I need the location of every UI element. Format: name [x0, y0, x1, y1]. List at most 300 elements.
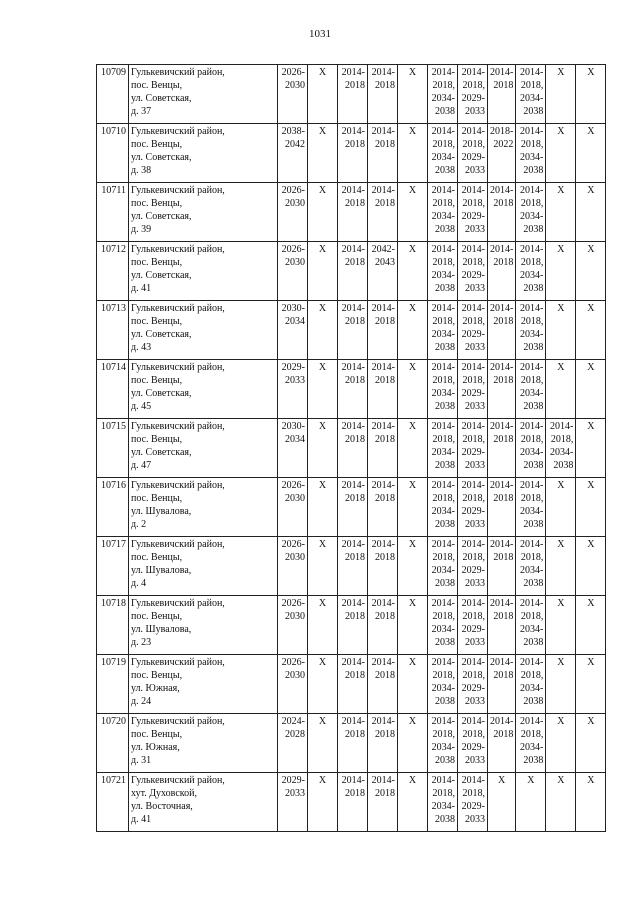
cell-line: 2038 [523, 106, 544, 117]
address-line: ул. Шувалова, [131, 624, 192, 635]
cell-line: 2018, [462, 434, 485, 445]
not-applicable-cell [398, 124, 428, 183]
not-applicable-cell [308, 773, 338, 832]
cell-line: 2038 [435, 637, 455, 648]
cell-line: 2018, [520, 316, 544, 327]
cell-line: X [408, 303, 417, 314]
cell-line: X [557, 362, 565, 373]
table-row [97, 419, 606, 478]
address-cell [129, 537, 278, 596]
period-cell [368, 655, 398, 714]
period-cell [458, 655, 488, 714]
cell-line: 2018 [375, 434, 395, 445]
period-cell [488, 242, 516, 301]
not-applicable-cell [546, 242, 576, 301]
cell-line: 2034- [520, 447, 544, 458]
cell-line: 2029- [461, 329, 485, 340]
cell-line: 2018 [345, 434, 365, 445]
address-cell [129, 714, 278, 773]
cell-line: 2014- [461, 67, 485, 78]
cell-line: 2034- [431, 683, 455, 694]
period-cell [278, 360, 308, 419]
cell-line: 2018 [375, 788, 395, 799]
cell-line: 2033 [465, 696, 485, 707]
cell-line: 2018, [520, 611, 544, 622]
period-cell [516, 65, 546, 124]
cell-line: 2042 [285, 139, 305, 150]
cell-line: X [587, 303, 595, 314]
cell-line: 2018 [493, 434, 514, 445]
period-cell [488, 596, 516, 655]
cell-line: 2026- [281, 657, 305, 668]
cell-line: 2034- [520, 211, 544, 222]
address-line: Гулькевичский район, [131, 539, 225, 550]
cell-line: 2018, [520, 552, 544, 563]
address-line: ул. Советская, [131, 270, 192, 281]
cell-line: 2018, [432, 80, 455, 91]
cell-line: 2014- [520, 303, 544, 314]
cell-line: X [318, 185, 327, 196]
period-cell [278, 301, 308, 360]
cell-line: X [587, 126, 595, 137]
table-row [97, 65, 606, 124]
cell-line: 2018, [520, 198, 544, 209]
cell-line: X [557, 716, 565, 727]
cell-line: 2029- [461, 742, 485, 753]
cell-line: 2029- [461, 683, 485, 694]
cell-line: 2018, [462, 552, 485, 563]
cell-line: X [408, 185, 417, 196]
cell-line: 2018, [432, 493, 455, 504]
period-cell [516, 596, 546, 655]
cell-line: 2033 [465, 224, 485, 235]
address-line: пос. Венцы, [131, 198, 183, 209]
address-line: Гулькевичский район, [131, 244, 225, 255]
address-line: Гулькевичский район, [131, 775, 225, 786]
cell-line: 2018 [345, 375, 365, 386]
cell-line: 2014- [520, 244, 544, 255]
period-cell [278, 124, 308, 183]
cell-line: 2026- [281, 539, 305, 550]
not-applicable-cell [308, 596, 338, 655]
cell-line: 2014- [341, 480, 365, 491]
cell-line: 2014- [371, 185, 395, 196]
address-line: ул. Южная, [131, 683, 180, 694]
period-cell [428, 183, 458, 242]
cell-line: X [318, 539, 327, 550]
table-row [97, 773, 606, 832]
address-line: Гулькевичский район, [131, 126, 225, 137]
cell-line: 2014- [520, 185, 544, 196]
address-line: Гулькевичский район, [131, 362, 225, 373]
cell-line: 2029- [461, 801, 485, 812]
record-number: 10714 [97, 360, 129, 419]
period-cell [278, 419, 308, 478]
period-cell [368, 773, 398, 832]
not-applicable-cell [546, 124, 576, 183]
cell-line: 2033 [465, 637, 485, 648]
not-applicable-cell [488, 773, 516, 832]
cell-line: X [408, 657, 417, 668]
cell-line: 2038 [523, 283, 544, 294]
cell-line: 2030 [285, 493, 305, 504]
cell-line: 2014- [490, 539, 514, 550]
not-applicable-cell [546, 183, 576, 242]
cell-line: X [587, 421, 595, 432]
not-applicable-cell [576, 65, 606, 124]
cell-line: 2014- [341, 244, 365, 255]
address-line: пос. Венцы, [131, 139, 183, 150]
cell-line: 2038 [523, 578, 544, 589]
cell-line: 2018 [493, 670, 514, 681]
cell-line: 2026- [281, 185, 305, 196]
record-number: 10710 [97, 124, 129, 183]
cell-line: X [587, 716, 595, 727]
cell-line: 2033 [465, 106, 485, 117]
cell-line: 2034- [431, 329, 455, 340]
cell-line: 2038 [435, 342, 455, 353]
cell-line: 2034- [431, 93, 455, 104]
cell-line: 2014- [431, 480, 455, 491]
cell-line: X [318, 362, 327, 373]
period-cell [428, 360, 458, 419]
address-line: д. 41 [131, 814, 152, 825]
address-line: Гулькевичский район, [131, 716, 225, 727]
cell-line: 2018, [432, 139, 455, 150]
cell-line: 2014- [341, 185, 365, 196]
period-cell [368, 65, 398, 124]
address-line: Гулькевичский район, [131, 421, 225, 432]
table-row [97, 124, 606, 183]
cell-line: 2029- [461, 93, 485, 104]
cell-line: 2038 [523, 401, 544, 412]
cell-line: X [408, 244, 417, 255]
cell-line: 2018, [432, 434, 455, 445]
address-line: пос. Венцы, [131, 257, 183, 268]
cell-line: 2029- [281, 362, 305, 373]
address-line: д. 45 [131, 401, 152, 412]
period-cell [488, 301, 516, 360]
cell-line: X [527, 775, 535, 786]
cell-line: 2018 [375, 552, 395, 563]
cell-line: 2042- [371, 244, 395, 255]
period-cell [428, 537, 458, 596]
not-applicable-cell [546, 478, 576, 537]
cell-line: 2014- [431, 185, 455, 196]
cell-line: 2018 [345, 139, 365, 150]
not-applicable-cell [546, 65, 576, 124]
address-line: д. 4 [131, 578, 147, 589]
period-cell [278, 478, 308, 537]
cell-line: 2018, [432, 788, 455, 799]
cell-line: 2018 [375, 611, 395, 622]
not-applicable-cell [398, 537, 428, 596]
cell-line: 2018 [493, 198, 514, 209]
table-row [97, 360, 606, 419]
cell-line: 2014- [341, 362, 365, 373]
cell-line: X [318, 303, 327, 314]
cell-line: 2034- [431, 742, 455, 753]
address-cell [129, 773, 278, 832]
period-cell [516, 714, 546, 773]
period-cell [278, 242, 308, 301]
cell-line: 2028 [285, 729, 305, 740]
table-row [97, 183, 606, 242]
period-cell [428, 301, 458, 360]
table-row [97, 242, 606, 301]
cell-line: 2029- [461, 447, 485, 458]
cell-line: 2018, [432, 198, 455, 209]
cell-line: 2030 [285, 257, 305, 268]
cell-line: 2034- [520, 565, 544, 576]
period-cell [458, 242, 488, 301]
cell-line: 2026- [281, 598, 305, 609]
cell-line: X [318, 598, 327, 609]
cell-line: 2018, [432, 611, 455, 622]
cell-line: 2018 [375, 198, 395, 209]
cell-line: 2043 [375, 257, 395, 268]
cell-line: 2038 [435, 519, 455, 530]
not-applicable-cell [308, 537, 338, 596]
cell-line: 2014- [461, 126, 485, 137]
cell-line: X [587, 775, 595, 786]
not-applicable-cell [546, 655, 576, 714]
cell-line: 2018- [490, 126, 514, 137]
address-line: Гулькевичский район, [131, 598, 225, 609]
not-applicable-cell [546, 537, 576, 596]
address-cell [129, 655, 278, 714]
cell-line: 2018 [375, 493, 395, 504]
period-cell [516, 537, 546, 596]
cell-line: 2018, [520, 139, 544, 150]
not-applicable-cell [398, 242, 428, 301]
cell-line: 2018, [520, 729, 544, 740]
cell-line: 2014- [431, 421, 455, 432]
cell-line: 2038 [523, 460, 544, 471]
period-cell [488, 655, 516, 714]
cell-line: 2014- [520, 480, 544, 491]
not-applicable-cell [398, 183, 428, 242]
cell-line: 2018, [432, 257, 455, 268]
period-cell [458, 478, 488, 537]
not-applicable-cell [576, 124, 606, 183]
address-line: д. 43 [131, 342, 152, 353]
cell-line: 2018, [462, 788, 485, 799]
not-applicable-cell [546, 360, 576, 419]
not-applicable-cell [546, 596, 576, 655]
cell-line: 2030 [285, 552, 305, 563]
not-applicable-cell [516, 773, 546, 832]
cell-line: 2038 [523, 519, 544, 530]
not-applicable-cell [576, 419, 606, 478]
cell-line: 2038 [435, 814, 455, 825]
cell-line: X [557, 126, 565, 137]
cell-line: 2014- [520, 421, 544, 432]
not-applicable-cell [576, 596, 606, 655]
cell-line: 2014- [461, 362, 485, 373]
cell-line: X [318, 244, 327, 255]
cell-line: 2014- [431, 539, 455, 550]
period-cell [428, 773, 458, 832]
cell-line: 2033 [465, 755, 485, 766]
cell-line: 2014- [341, 657, 365, 668]
address-line: д. 39 [131, 224, 152, 235]
address-line: д. 23 [131, 637, 152, 648]
cell-line: X [587, 362, 595, 373]
cell-line: 2038 [523, 755, 544, 766]
cell-line: 2018 [345, 80, 365, 91]
period-cell [338, 360, 368, 419]
cell-line: 2022 [493, 139, 514, 150]
address-line: д. 47 [131, 460, 152, 471]
cell-line: X [408, 480, 417, 491]
cell-line: 2034- [520, 742, 544, 753]
period-cell [458, 773, 488, 832]
cell-line: 2038 [523, 224, 544, 235]
cell-line: 2029- [461, 565, 485, 576]
period-cell [278, 655, 308, 714]
cell-line: 2018 [493, 375, 514, 386]
cell-line: 2034- [431, 624, 455, 635]
cell-line: X [587, 244, 595, 255]
period-cell [428, 124, 458, 183]
cell-line: 2033 [465, 342, 485, 353]
cell-line: 2018, [432, 670, 455, 681]
cell-line: 2014- [431, 303, 455, 314]
cell-line: 2018 [345, 257, 365, 268]
address-line: ул. Шувалова, [131, 506, 192, 517]
cell-line: X [318, 480, 327, 491]
registry-body [97, 65, 606, 832]
cell-line: X [408, 421, 417, 432]
cell-line: 2014- [461, 303, 485, 314]
record-number: 10717 [97, 537, 129, 596]
cell-line: 2014- [431, 362, 455, 373]
cell-line: 2038 [435, 460, 455, 471]
cell-line: 2014- [431, 244, 455, 255]
not-applicable-cell [308, 124, 338, 183]
not-applicable-cell [576, 655, 606, 714]
cell-line: 2014- [461, 480, 485, 491]
cell-line: 2018 [375, 316, 395, 327]
table-row [97, 655, 606, 714]
address-line: пос. Венцы, [131, 434, 183, 445]
address-line: хут. Духовской, [131, 788, 197, 799]
record-number: 10720 [97, 714, 129, 773]
cell-line: 2018, [462, 611, 485, 622]
period-cell [458, 301, 488, 360]
period-cell [488, 124, 516, 183]
cell-line: 2014- [490, 716, 514, 727]
cell-line: 2018, [462, 316, 485, 327]
cell-line: X [318, 67, 327, 78]
address-line: д. 2 [131, 519, 147, 530]
table-row [97, 714, 606, 773]
cell-line: X [557, 775, 565, 786]
record-number: 10721 [97, 773, 129, 832]
not-applicable-cell [546, 301, 576, 360]
period-cell [278, 773, 308, 832]
cell-line: 2014- [371, 480, 395, 491]
cell-line: 2018, [462, 139, 485, 150]
cell-line: 2018 [345, 729, 365, 740]
cell-line: X [587, 657, 595, 668]
address-cell [129, 183, 278, 242]
cell-line: 2034- [520, 506, 544, 517]
cell-line: 2018 [493, 493, 514, 504]
cell-line: 2014- [341, 126, 365, 137]
period-cell [428, 419, 458, 478]
address-line: Гулькевичский район, [131, 480, 225, 491]
cell-line: 2033 [465, 814, 485, 825]
cell-line: 2038 [435, 224, 455, 235]
cell-line: 2014- [341, 716, 365, 727]
cell-line: X [408, 362, 417, 373]
not-applicable-cell [308, 183, 338, 242]
period-cell [338, 183, 368, 242]
address-line: пос. Венцы, [131, 80, 183, 91]
period-cell [516, 183, 546, 242]
cell-line: 2029- [461, 152, 485, 163]
period-cell [428, 596, 458, 655]
cell-line: 2038 [553, 460, 574, 471]
address-line: Гулькевичский район, [131, 657, 225, 668]
cell-line: 2038 [435, 755, 455, 766]
cell-line: X [318, 775, 327, 786]
cell-line: 2033 [465, 460, 485, 471]
cell-line: 2018, [462, 375, 485, 386]
period-cell [428, 478, 458, 537]
period-cell [488, 65, 516, 124]
cell-line: 2014- [490, 657, 514, 668]
cell-line: 2030 [285, 198, 305, 209]
period-cell [338, 124, 368, 183]
cell-line: X [498, 775, 506, 786]
cell-line: 2018 [493, 611, 514, 622]
not-applicable-cell [546, 714, 576, 773]
address-cell [129, 65, 278, 124]
period-cell [368, 360, 398, 419]
cell-line: 2014- [371, 657, 395, 668]
cell-line: 2014- [341, 421, 365, 432]
period-cell [428, 242, 458, 301]
cell-line: 2038 [523, 342, 544, 353]
address-line: пос. Венцы, [131, 611, 183, 622]
cell-line: 2014- [461, 421, 485, 432]
cell-line: 2014- [431, 126, 455, 137]
cell-line: 2014- [520, 657, 544, 668]
period-cell [458, 419, 488, 478]
cell-line: 2033 [285, 375, 305, 386]
record-number: 10718 [97, 596, 129, 655]
cell-line: 2038 [435, 165, 455, 176]
cell-line: 2018, [550, 434, 574, 445]
period-cell [458, 124, 488, 183]
cell-line: 2034- [431, 801, 455, 812]
period-cell [488, 714, 516, 773]
period-cell [278, 183, 308, 242]
not-applicable-cell [398, 301, 428, 360]
cell-line: 2014- [371, 539, 395, 550]
period-cell [368, 714, 398, 773]
cell-line: 2018 [493, 80, 514, 91]
cell-line: 2030- [281, 303, 305, 314]
record-number: 10712 [97, 242, 129, 301]
cell-line: 2038 [435, 578, 455, 589]
period-cell [458, 714, 488, 773]
cell-line: 2034- [431, 211, 455, 222]
cell-line: 2034- [520, 270, 544, 281]
